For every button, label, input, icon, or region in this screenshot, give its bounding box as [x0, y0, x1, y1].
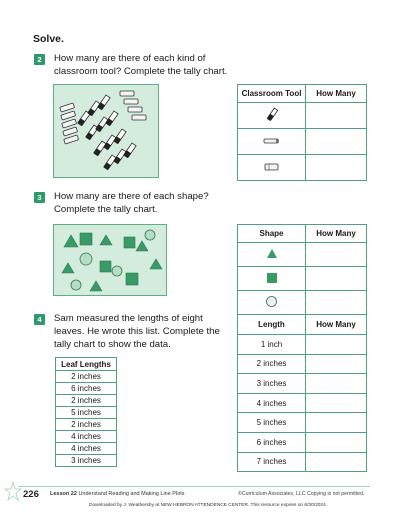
table-row: [238, 129, 367, 155]
column-header-length: Length: [238, 315, 306, 335]
triangle-icon: [238, 243, 306, 267]
column-header-how-many: How Many: [306, 85, 367, 103]
length-label: 7 inches: [238, 452, 306, 472]
tally-cell[interactable]: [306, 103, 367, 129]
marker-group: [77, 95, 136, 170]
tally-cell[interactable]: [306, 267, 367, 291]
glue-stick-icon: [238, 129, 306, 155]
copyright-notice: ©Curriculum Associates, LLC Copying is not permitted.: [238, 491, 365, 497]
tally-cell[interactable]: [306, 413, 367, 433]
tally-cell[interactable]: [306, 291, 367, 315]
page-number: 226: [23, 489, 39, 500]
length-tally-table: [237, 314, 367, 472]
question-4-text: [54, 312, 220, 351]
shapes-picture: [53, 224, 167, 296]
tally-cell[interactable]: [306, 335, 367, 355]
section-heading: Solve.: [33, 33, 64, 45]
question-4-line-3: tally chart to show the data.: [54, 339, 171, 350]
tally-cell[interactable]: [306, 452, 367, 472]
list-item: 5 inches: [56, 407, 117, 419]
classroom-tools-illustration: [54, 85, 160, 179]
question-3-line-2: Complete the tally chart.: [54, 204, 158, 215]
download-note: Downloaded by J. Weathersby at NEW HEBRON ATTENDENCE CENTER. This resource expires on 6/30/2024.: [89, 503, 328, 508]
table-row: [238, 335, 367, 355]
question-4-line-1: Sam measured the lengths of eight: [54, 313, 203, 324]
tally-cell[interactable]: [306, 432, 367, 452]
table-row: [238, 267, 367, 291]
table-row: [238, 291, 367, 315]
length-label: 4 inches: [238, 393, 306, 413]
question-3-number: 3: [34, 192, 45, 203]
length-label: 5 inches: [238, 413, 306, 433]
column-header-how-many: How Many: [306, 315, 367, 335]
square-icon: [238, 267, 306, 291]
table-row: [238, 413, 367, 433]
tally-cell[interactable]: [306, 393, 367, 413]
table-row: [238, 452, 367, 472]
lesson-label: Lesson 22: [50, 491, 77, 497]
list-item: 4 inches: [56, 443, 117, 455]
classroom-tool-tally-table: [237, 84, 367, 181]
question-4-number: 4: [34, 314, 45, 325]
length-label: 1 inch: [238, 335, 306, 355]
star-decoration-icon: [4, 480, 22, 504]
leaf-lengths-header: Leaf Lengths: [56, 358, 117, 371]
shapes-illustration: [54, 225, 168, 297]
length-label: 6 inches: [238, 432, 306, 452]
list-item: 2 inches: [56, 419, 117, 431]
list-item: 6 inches: [56, 383, 117, 395]
leaf-lengths-list: [55, 357, 117, 467]
lesson-info: [50, 491, 185, 497]
length-label: 2 inches: [238, 354, 306, 374]
question-2-line-1: How many are there of each kind of: [54, 53, 206, 64]
table-row: [238, 374, 367, 394]
table-row: [238, 103, 367, 129]
tally-cell[interactable]: [306, 155, 367, 181]
length-label: 3 inches: [238, 374, 306, 394]
table-row: [238, 393, 367, 413]
table-row: [238, 243, 367, 267]
list-item: 4 inches: [56, 431, 117, 443]
tally-cell[interactable]: [306, 243, 367, 267]
table-row: [238, 155, 367, 181]
question-2-text: [54, 52, 227, 78]
circle-icon: [238, 291, 306, 315]
question-3-text: [54, 190, 209, 216]
question-2-line-2: classroom tool? Complete the tally chart.: [54, 66, 228, 77]
footer-divider: [18, 486, 370, 487]
question-3-line-1: How many are there of each shape?: [54, 191, 209, 202]
list-item: 3 inches: [56, 455, 117, 467]
list-item: 2 inches: [56, 371, 117, 383]
shape-tally-table: [237, 224, 367, 315]
list-item: 2 inches: [56, 395, 117, 407]
lesson-title: Understand Reading and Making Line Plots: [78, 491, 185, 497]
marker-icon: [238, 103, 306, 129]
question-4-line-2: leaves. He wrote this list. Complete the: [54, 326, 220, 337]
classroom-tools-picture: [53, 84, 159, 178]
tally-cell[interactable]: [306, 129, 367, 155]
question-2-number: 2: [34, 54, 45, 65]
table-row: [238, 432, 367, 452]
column-header-classroom-tool: Classroom Tool: [238, 85, 306, 103]
eraser-icon: [238, 155, 306, 181]
column-header-how-many: How Many: [306, 225, 367, 243]
tally-cell[interactable]: [306, 374, 367, 394]
column-header-shape: Shape: [238, 225, 306, 243]
tally-cell[interactable]: [306, 354, 367, 374]
table-row: [238, 354, 367, 374]
